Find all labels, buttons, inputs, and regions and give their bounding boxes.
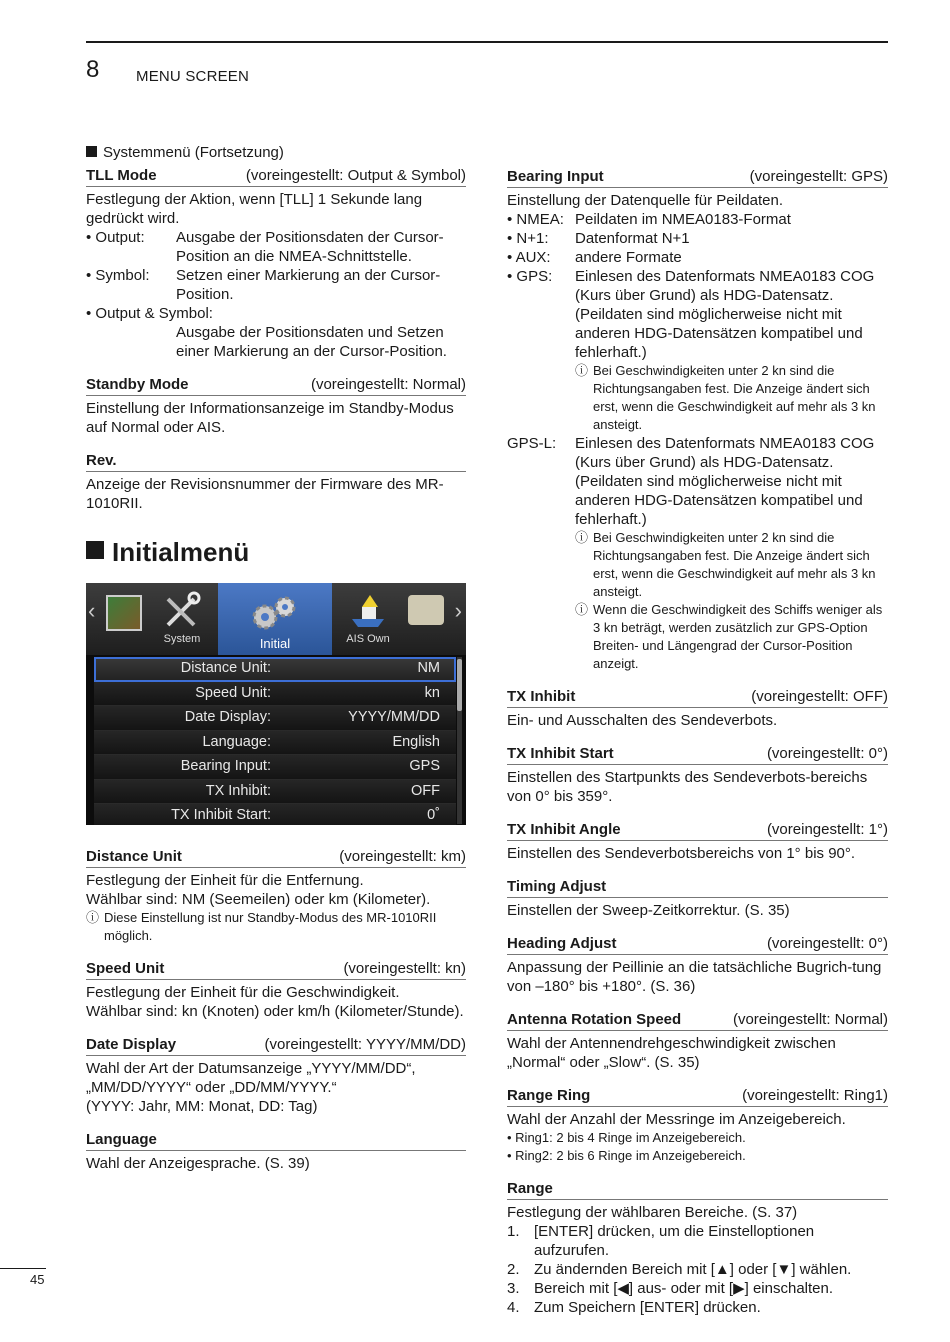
tx-inhibit-start-desc: Einstellen des Startpunkts des Sendeverbots-bereichs von 0° bis 359°. xyxy=(507,769,868,805)
tll-mode-heading: TLL Mode (voreingestellt: Output & Symbol) xyxy=(86,166,466,187)
menu-row-language[interactable]: Language: English xyxy=(94,731,456,756)
distance-note: ⓘ Diese Einstellung ist nur Standby-Modus des MR-1010RII möglich. xyxy=(86,910,437,943)
distance-desc-1: Festlegung der Einheit für die Entfernung. xyxy=(86,872,364,889)
tab-initial-label: Initial xyxy=(259,636,291,651)
menu-list xyxy=(94,657,456,825)
rev-heading: Rev. xyxy=(86,451,466,472)
tll-bullet-both-text: Ausgabe der Positionsdaten und Setzen einer Markierung an der Cursor-Position. xyxy=(176,324,447,360)
range-ring-bullet-1: • Ring1: 2 bis 4 Ringe im Anzeigebereich. xyxy=(507,1130,746,1145)
bearing-bullet-n1: • N+1: Datenformat N+1 xyxy=(507,230,690,247)
menu-row-date-display[interactable]: Date Display: YYYY/MM/DD xyxy=(94,706,456,731)
page-number: 45 xyxy=(30,1272,45,1287)
tx-inhibit-heading: TX Inhibit (voreingestellt: OFF) xyxy=(507,687,888,708)
menu-row-tx-inhibit-start[interactable]: TX Inhibit Start: 0˚ xyxy=(94,804,456,825)
tab-ais-own[interactable] xyxy=(334,583,402,655)
standby-desc: Einstellung der Informationsanzeige im Standby-Modus auf Normal oder AIS. xyxy=(86,400,454,436)
info-icon: ⓘ xyxy=(575,530,589,545)
tll-bullet-both-label: • Output & Symbol: xyxy=(86,305,213,322)
tx-inhibit-desc: Ein- und Ausschalten des Sendeverbots. xyxy=(507,712,778,729)
speed-unit-heading: Speed Unit (voreingestellt: kn) xyxy=(86,959,466,980)
range-step-2: 2. Zu ändernden Bereich mit [▲] oder [▼] wählen. xyxy=(507,1261,852,1278)
page-number-rule xyxy=(0,1268,46,1269)
tab-indicators[interactable] xyxy=(404,583,450,655)
menu-row-bearing-input[interactable]: Bearing Input: GPS xyxy=(94,755,456,780)
speed-desc-2: Wählbar sind: kn (Knoten) oder km/h (Kilometer/Stunde). xyxy=(86,1003,464,1020)
range-ring-desc: Wahl der Anzahl der Messringe im Anzeigebereich. xyxy=(507,1111,846,1128)
right-column xyxy=(507,167,888,1317)
gears-icon xyxy=(247,593,303,633)
language-desc: Wahl der Anzeigesprache. (S. 39) xyxy=(86,1155,310,1172)
ship-icon xyxy=(348,591,388,631)
distance-unit-heading: Distance Unit (voreingestellt: km) xyxy=(86,847,466,868)
gauges-icon xyxy=(408,595,444,625)
chapter-number: 8 xyxy=(86,56,100,83)
menu-row-speed-unit[interactable]: Speed Unit: kn xyxy=(94,682,456,707)
range-step-1: 1. [ENTER] drücken, um die Einstelloptionen aufzurufen. xyxy=(507,1223,815,1259)
system-continued: Systemmenü (Fortsetzung) xyxy=(86,143,466,162)
tools-icon xyxy=(162,591,202,631)
standby-mode-heading: Standby Mode (voreingestellt: Normal) xyxy=(86,375,466,396)
range-ring-heading: Range Ring (voreingestellt: Ring1) xyxy=(507,1086,888,1107)
bearing-bullet-gps-l: GPS-L: Einlesen des Datenformats NMEA0183 COG (Kurs über Grund) als HDG-Datensatz. (Peildaten sind möglicherweise nicht mit anderen HDG-Datensätzen kompatibel und fehlerhaft.) xyxy=(507,435,875,528)
antenna-rotation-desc: Wahl der Antennendrehgeschwindigkeit zwischen „Normal“ oder „Slow“. (S. 35) xyxy=(507,1035,836,1071)
tx-inhibit-angle-desc: Einstellen des Sendeverbotsbereichs von 1° bis 90°. xyxy=(507,845,856,862)
bearing-note-3: ⓘ Wenn die Geschwindigkeit des Schiffs weniger als 3 kn beträgt, werden zusätzlich zur GPS-Option Breiten- und Längengrad der Cursor-Position anzeigt. xyxy=(575,602,883,671)
chevron-left-icon[interactable]: ‹ xyxy=(88,598,96,623)
left-column xyxy=(86,143,466,1173)
range-step-3: 3. Bereich mit [◀] aus- oder mit [▶] einschalten. xyxy=(507,1280,834,1297)
menu-scrollbar[interactable] xyxy=(457,657,462,824)
menu-row-tx-inhibit[interactable]: TX Inhibit: OFF xyxy=(94,780,456,805)
tll-bullet-symbol: • Symbol: Setzen einer Markierung an der Cursor-Position. xyxy=(86,267,441,303)
tab-chart[interactable] xyxy=(102,583,144,655)
tx-inhibit-start-heading: TX Inhibit Start (voreingestellt: 0°) xyxy=(507,744,888,765)
range-step-4: 4. Zum Speichern [ENTER] drücken. xyxy=(507,1299,761,1316)
tab-initial[interactable] xyxy=(218,583,332,655)
date-display-heading: Date Display (voreingestellt: YYYY/MM/DD) xyxy=(86,1035,466,1056)
timing-adjust-desc: Einstellen der Sweep-Zeitkorrektur. (S. 35) xyxy=(507,902,790,919)
tab-ais-own-label: AIS Own xyxy=(346,633,390,645)
rev-desc: Anzeige der Revisionsnummer der Firmware des MR-1010RII. xyxy=(86,476,444,512)
tab-system-label: System xyxy=(163,633,201,645)
bearing-bullet-gps: • GPS: Einlesen des Datenformats NMEA0183 COG (Kurs über Grund) als HDG-Datensatz. (Peildaten sind möglicherweise nicht mit anderen HDG-Datensätzen kompatibel und fehlerhaft.) xyxy=(507,268,875,361)
tab-system[interactable] xyxy=(148,583,216,655)
chevron-right-icon[interactable]: › xyxy=(454,598,462,623)
tll-desc: Festlegung der Aktion, wenn [TLL] 1 Sekunde lang gedrückt wird. xyxy=(86,191,423,227)
range-heading: Range xyxy=(507,1179,888,1200)
date-desc-1: Wahl der Art der Datumsanzeige „YYYY/MM/DD“, „MM/DD/YYYY“ oder „DD/MM/YYYY.“ xyxy=(86,1060,416,1096)
range-desc: Festlegung der wählbaren Bereiche. (S. 37) xyxy=(507,1204,798,1221)
distance-desc-2: Wählbar sind: NM (Seemeilen) oder km (Kilometer). xyxy=(86,891,431,908)
speed-desc-1: Festlegung der Einheit für die Geschwindigkeit. xyxy=(86,984,400,1001)
info-icon: ⓘ xyxy=(575,602,589,617)
menu-tab-bar xyxy=(86,583,466,655)
header-rule xyxy=(86,41,888,43)
chapter-title: MENU SCREEN xyxy=(136,68,250,85)
bearing-note-1: ⓘ Bei Geschwindigkeiten unter 2 kn sind die Richtungsangaben fest. Die Anzeige ändert sich erst, wenn die Geschwindigkeit auf mehr als 3 kn ansteigt. xyxy=(575,363,876,432)
bearing-input-heading: Bearing Input (voreingestellt: GPS) xyxy=(507,167,888,188)
language-heading: Language xyxy=(86,1130,466,1151)
initial-menu-heading: Initialmenü xyxy=(86,535,466,569)
heading-adjust-desc: Anpassung der Peillinie an die tatsächliche Bugrich-tung von –180° bis +180°. (S. 36) xyxy=(507,959,882,995)
heading-adjust-heading: Heading Adjust (voreingestellt: 0°) xyxy=(507,934,888,955)
initial-menu-screenshot xyxy=(86,583,466,825)
antenna-rotation-heading: Antenna Rotation Speed (voreingestellt: Normal) xyxy=(507,1010,888,1031)
date-desc-2: (YYYY: Jahr, MM: Monat, DD: Tag) xyxy=(86,1098,318,1115)
timing-adjust-heading: Timing Adjust xyxy=(507,877,888,898)
tll-bullet-output: • Output: Ausgabe der Positionsdaten der Cursor-Position an die NMEA-Schnittstelle. xyxy=(86,229,444,265)
bearing-bullet-aux: • AUX: andere Formate xyxy=(507,249,682,266)
info-icon: ⓘ xyxy=(86,910,100,925)
bearing-desc: Einstellung der Datenquelle für Peildaten. xyxy=(507,192,784,209)
tx-inhibit-angle-heading: TX Inhibit Angle (voreingestellt: 1°) xyxy=(507,820,888,841)
scrollbar-thumb[interactable] xyxy=(457,659,462,711)
menu-row-distance-unit[interactable]: Distance Unit: NM xyxy=(94,657,456,682)
range-ring-bullet-2: • Ring2: 2 bis 6 Ringe im Anzeigebereich. xyxy=(507,1148,746,1163)
bearing-note-2: ⓘ Bei Geschwindigkeiten unter 2 kn sind die Richtungsangaben fest. Die Anzeige ändert sich erst, wenn die Geschwindigkeit auf mehr als 3 kn ansteigt. xyxy=(575,530,876,599)
info-icon: ⓘ xyxy=(575,363,589,378)
bearing-bullet-nmea: • NMEA: Peildaten im NMEA0183-Format xyxy=(507,211,791,228)
chart-icon xyxy=(106,595,142,631)
